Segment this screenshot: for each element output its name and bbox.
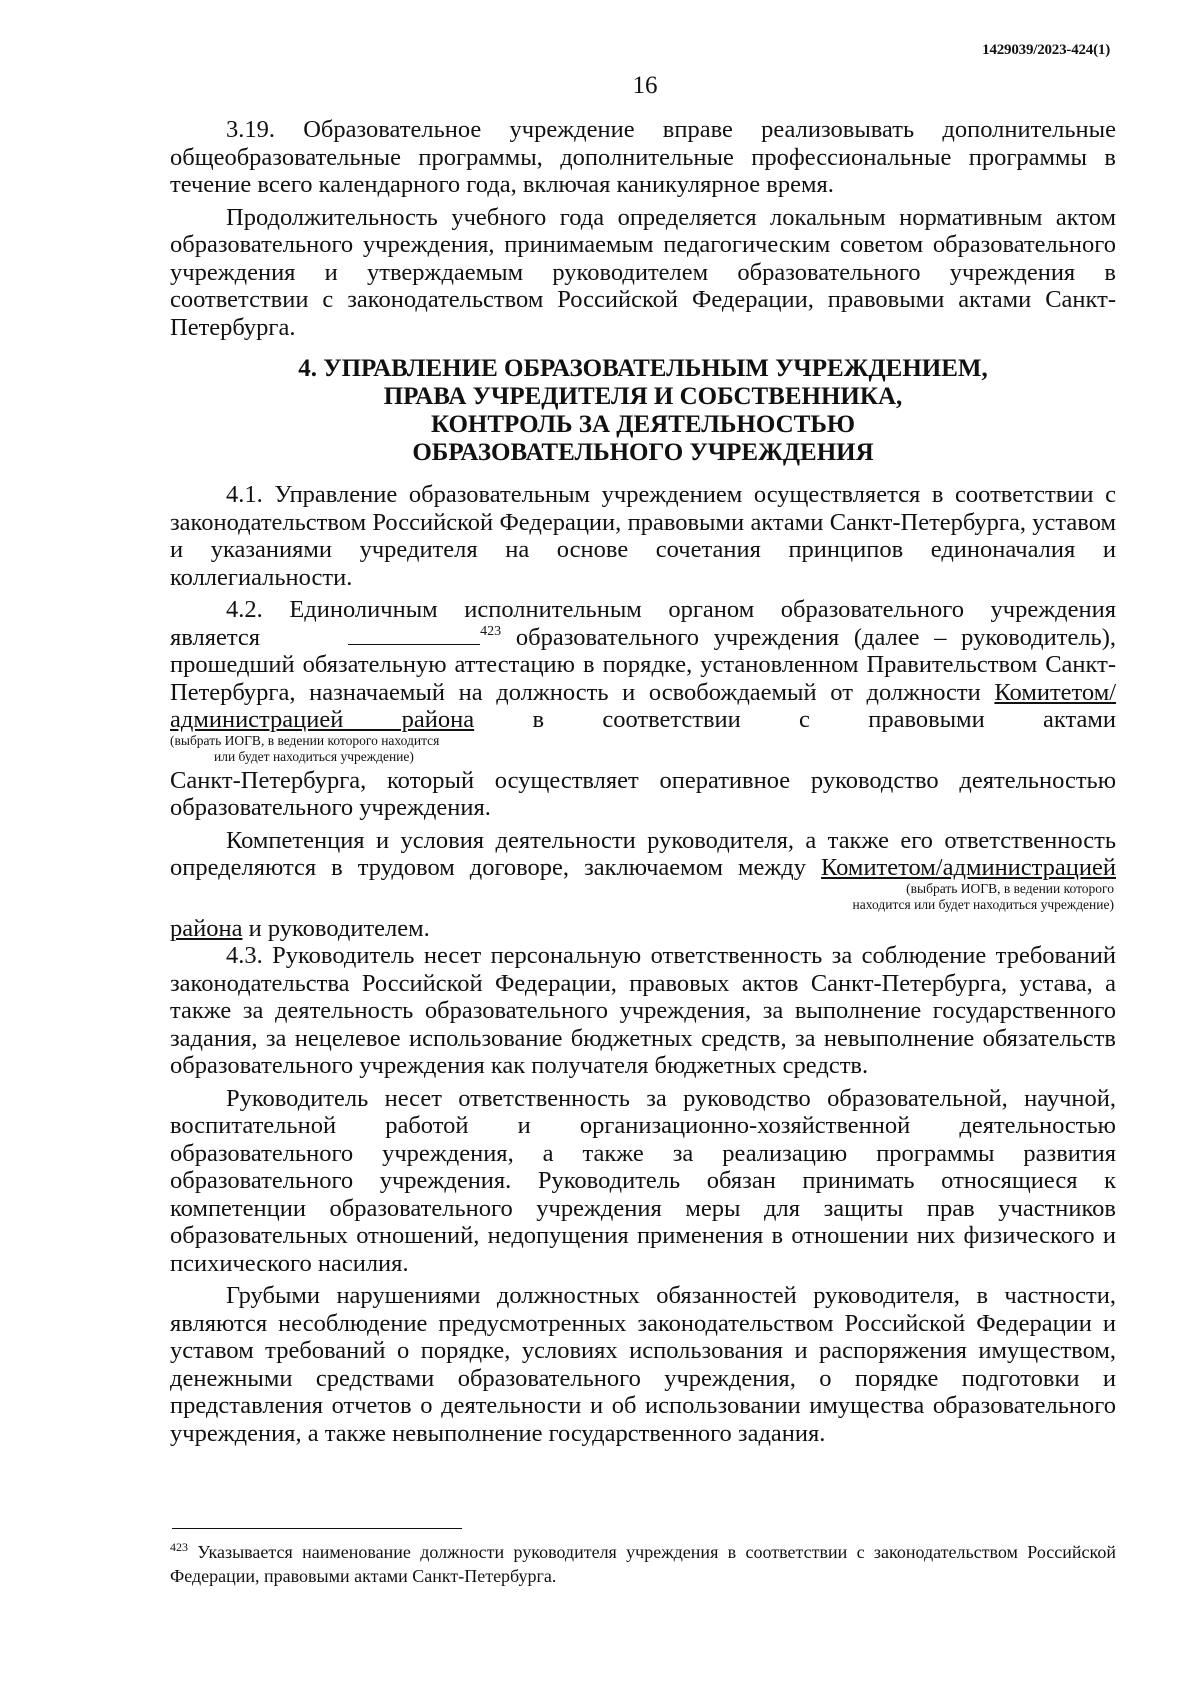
note-line-1: (выбрать ИОГВ, в ведении которого находится — [170, 732, 440, 748]
footnote-text: Указывается наименование должности руководителя учреждения в соответствии с законодательством Российской Федерации, правовыми актами Санкт-Петербурга. — [170, 1542, 1117, 1586]
heading-line-2: ПРАВА УЧРЕДИТЕЛЯ И СОБСТВЕННИКА, — [383, 383, 903, 410]
page-number: 16 — [632, 72, 658, 99]
p42-after-committee: в соответствии с правовыми актами — [532, 706, 1116, 733]
p42-mid: образовательного учреждения (далее – руководитель), прошедший обязательную аттестацию в порядке, установленном Правительством Санкт-Петербурга, назначаемый на должность и освобождаемый от должности — [170, 623, 1117, 706]
paragraph-responsibility: Руководитель несет ответственность за руководство образовательной, научной, воспитательной работой и организационно-хозяйственной деятельностью образовательного учреждения, а также за реализацию программы развития образовательного учреждения. Руководитель обязан принимать относящиеся к компетенции образовательного учреждения меры для защиты прав участников образовательных отношений, недопущения применения в отношении них физического и психического насилия. — [170, 1084, 1116, 1277]
paragraph-4-2-end: Санкт-Петербурга, который осуществляет оперативное руководство деятельностью образовательного учреждения. — [170, 766, 1116, 821]
paragraph-violations: Грубыми нарушениями должностных обязанностей руководителя, в частности, являются несоблюдение предусмотренных законодательством Российской Федерации и уставом требований о порядке, условиях использования и распоряжения имуществом, денежными средствами образовательного учреждения, о порядке подготовки и представления отчетов о деятельности и об использовании имущества образовательного учреждения, а также невыполнение государственного задания. — [170, 1282, 1116, 1447]
p42-start: 4.2. Единоличным исполнительным органом образовательного учреждения является — [170, 596, 1116, 651]
paragraph-4-3: 4.3. Руководитель несет персональную ответственность за соблюдение требований законодательства Российской Федерации, правовых актов Санкт-Петербурга, устава, а также за деятельность образовательного учреждения, за выполнение государственного задания, за нецелевое использование бюджетных средств, за невыполнение обязательств образовательного учреждения как получателя бюджетных средств. — [170, 942, 1116, 1079]
competence-end: и руководителем. — [248, 914, 430, 942]
select-authority-note — [170, 733, 1116, 765]
note-line-3: (выбрать ИОГВ, в ведении которого — [906, 880, 1114, 896]
footnote-number: 423 — [170, 1540, 188, 1554]
committee-district-text: Комитетом/администрацией района — [170, 678, 1117, 733]
paragraph-competence-end — [170, 915, 1116, 943]
heading-line-1: 4. УПРАВЛЕНИЕ ОБРАЗОВАТЕЛЬНЫМ УЧРЕЖДЕНИЕМ, — [298, 355, 988, 382]
section-heading-4 — [170, 355, 1116, 467]
paragraph-school-year: Продолжительность учебного года определяется локальным нормативным актом образовательного учреждения, принимаемым педагогическим советом образовательного учреждения и утверждаемым руководителем образовательного учреждения в соответствии с законодательством Российской Федерации, правовыми актами Санкт-Петербурга. — [170, 203, 1116, 341]
paragraph-competence — [170, 827, 1116, 882]
competence-district-text: района — [170, 914, 243, 942]
note-line-2: или будет находиться учреждение) — [214, 748, 414, 764]
position-blank-field — [348, 644, 480, 645]
footnote — [170, 1540, 1116, 1588]
document-body — [170, 116, 1116, 1447]
paragraph-4-2 — [170, 596, 1116, 734]
footnote-reference: 423 — [480, 623, 502, 639]
select-authority-note-2 — [170, 881, 1116, 913]
heading-line-4: ОБРАЗОВАТЕЛЬНОГО УЧРЕЖДЕНИЯ — [412, 439, 874, 466]
competence-start: Компетенция и условия деятельности руководителя, а также его ответственность определяются в трудовом договоре, заключаемом между — [170, 826, 1116, 881]
footnote-separator — [172, 1528, 462, 1529]
paragraph-4-1: 4.1. Управление образовательным учреждением осуществляется в соответствии с законодательством Российской Федерации, правовыми актами Санкт-Петербурга, уставом и указаниями учредителя на основе сочетания принципов единоначалия и коллегиальности. — [170, 481, 1116, 591]
competence-committee-text: Комитетом/администрацией — [821, 854, 1117, 881]
heading-line-3: КОНТРОЛЬ ЗА ДЕЯТЕЛЬНОСТЬЮ — [430, 411, 855, 438]
document-number: 1429039/2023-424(1) — [982, 42, 1110, 58]
paragraph-3-19: 3.19. Образовательное учреждение вправе реализовывать дополнительные общеобразовательные программы, дополнительные профессиональные программы в течение всего календарного года, включая каникулярное время. — [170, 116, 1116, 198]
note-line-4: находится или будет находиться учреждение) — [852, 896, 1114, 912]
